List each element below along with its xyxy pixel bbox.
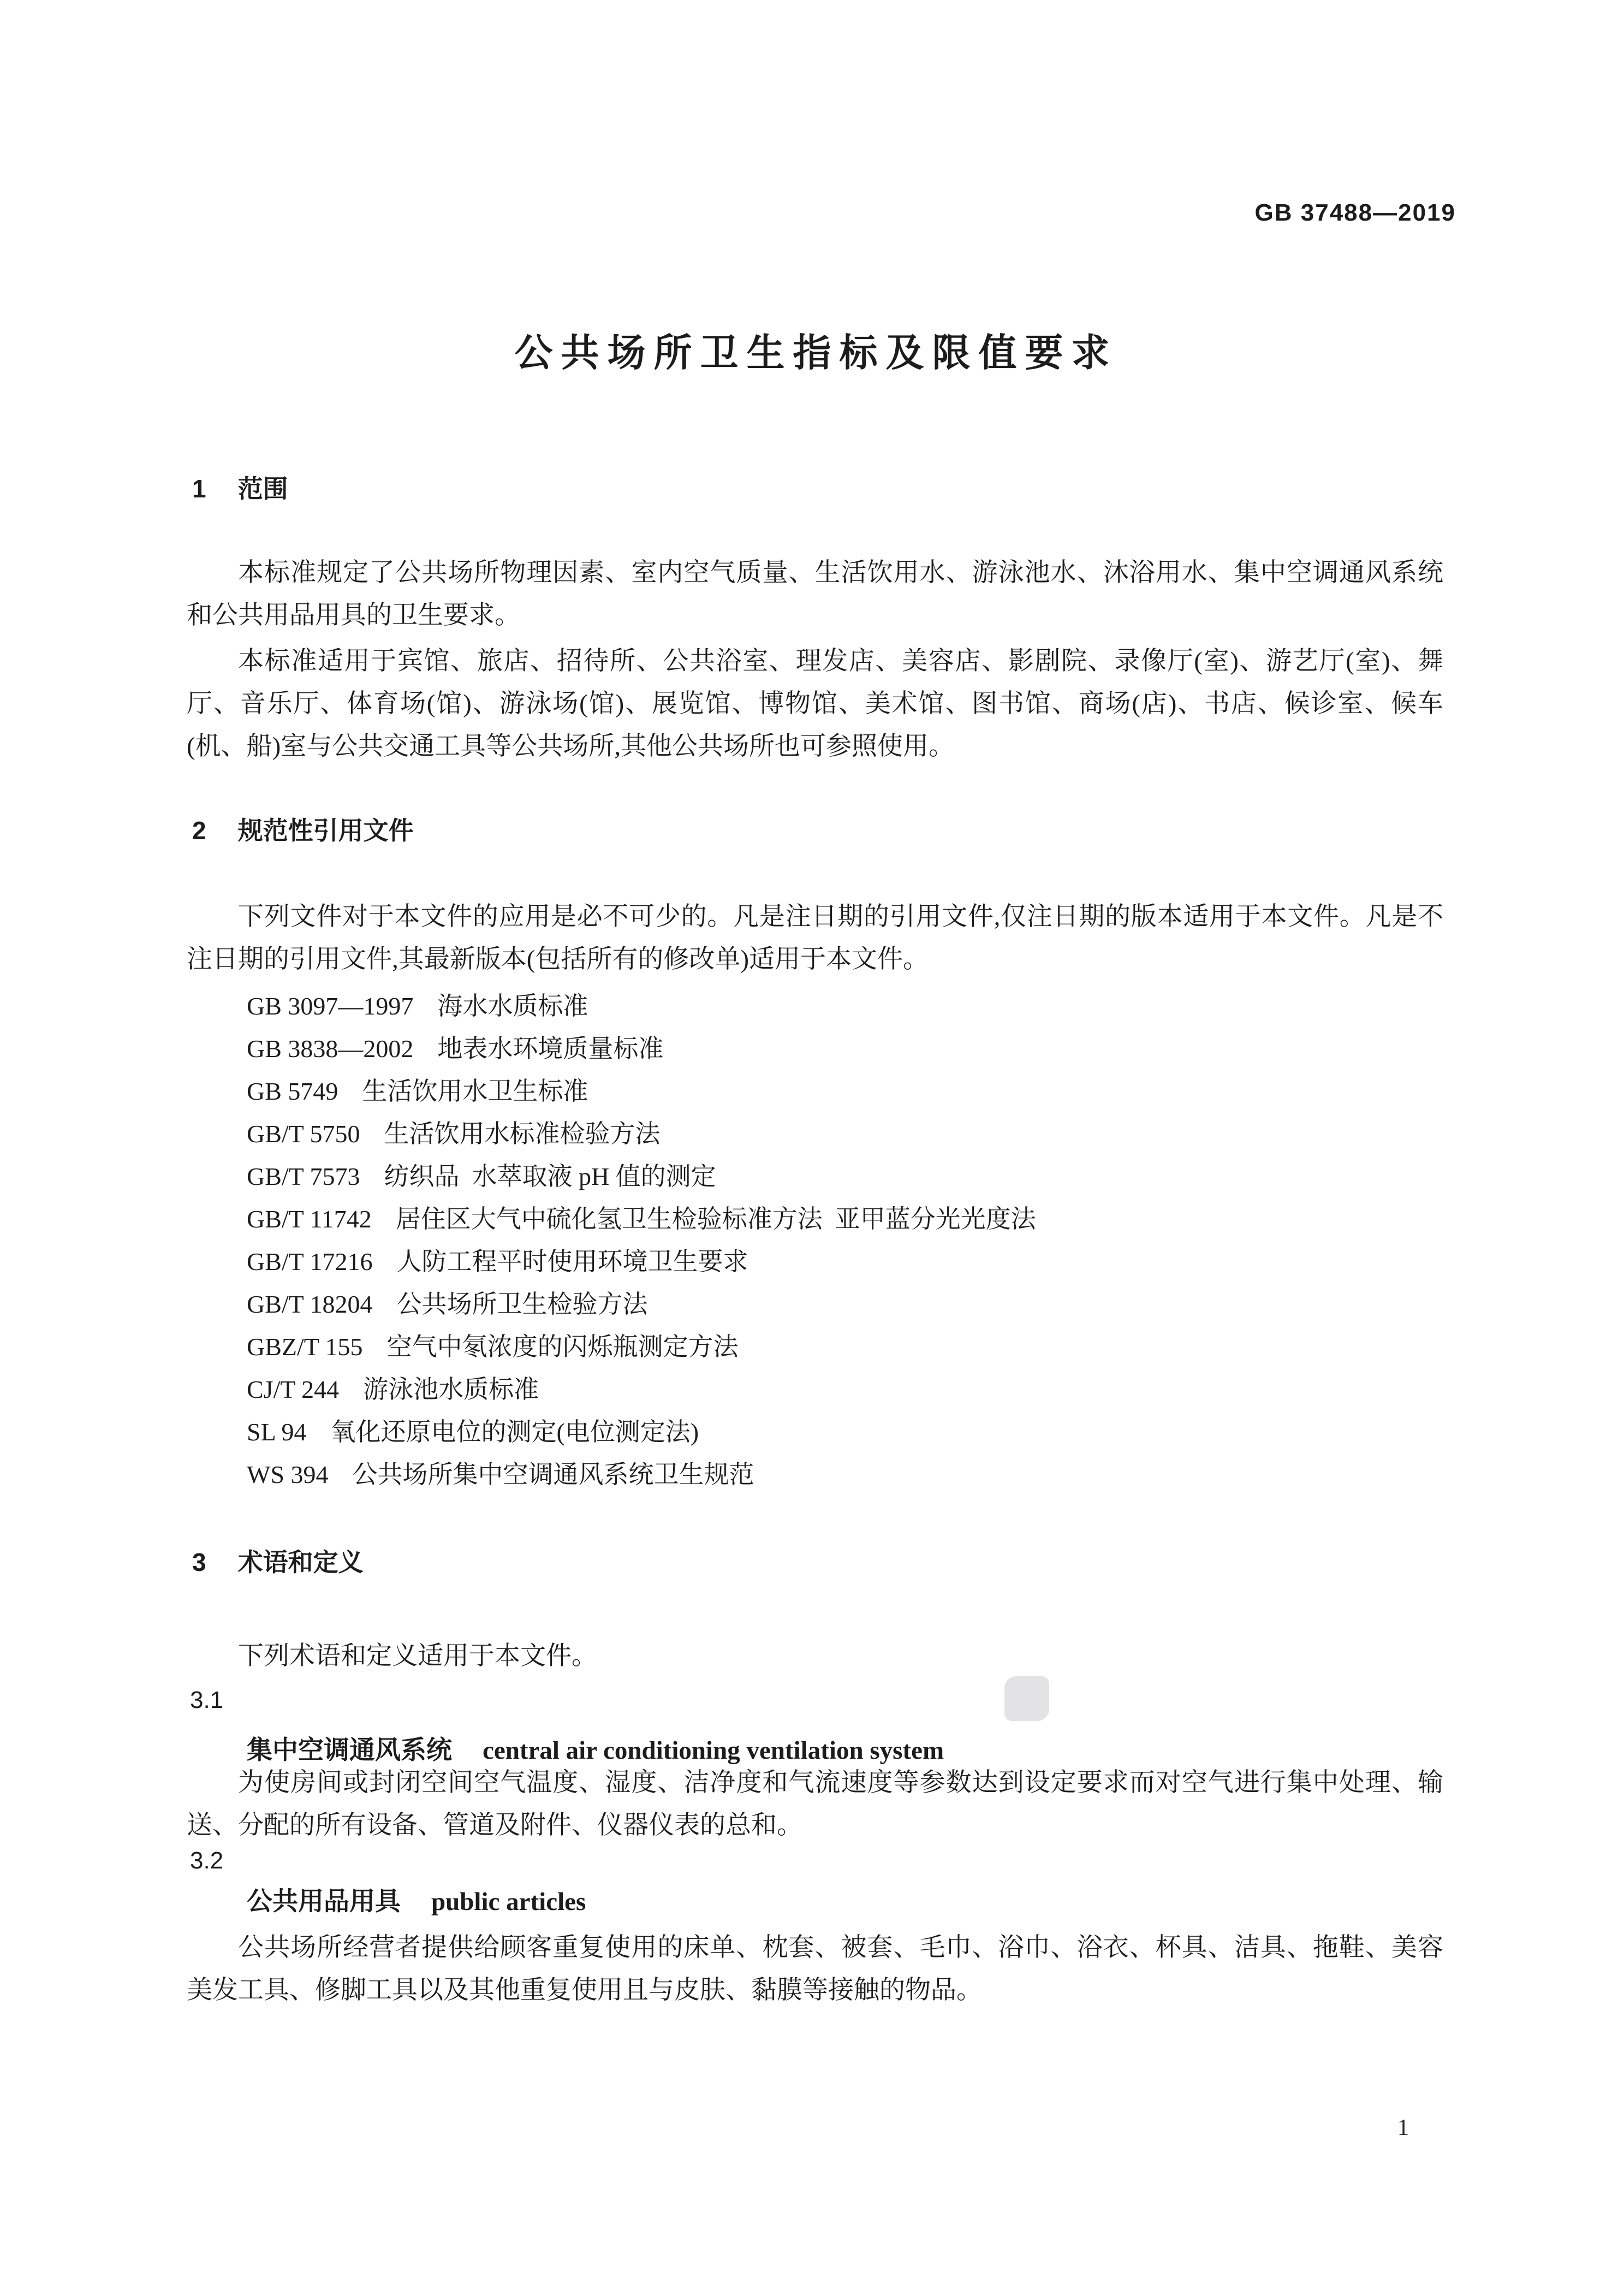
reference-title: 公共场所集中空调通风系统卫生规范 [352,1461,754,1488]
reference-code: WS 394 [247,1461,329,1488]
section-heading-terms [192,1549,364,1576]
definition-3-2: 公共场所经营者提供给顾客重复使用的床单、枕套、被套、毛巾、浴巾、浴衣、杯具、洁具、拖鞋、美容美发工具、修脚工具以及其他重复使用且与皮肤、黏膜等接触的物品。 [187,1933,1443,2004]
reference-item [247,1411,1448,1453]
reference-item [247,1198,1448,1241]
section-heading-scope [192,475,288,503]
reference-code: SL 94 [247,1418,307,1446]
reference-list [247,985,1448,1496]
reference-title: 纺织品 水萃取液 pH 值的测定 [384,1162,716,1190]
reference-item [247,1028,1448,1070]
section-number: 3 [192,1548,206,1576]
term-zh: 公共用品用具 [247,1886,401,1915]
paragraph-references-intro: 下列文件对于本文件的应用是必不可少的。凡是注日期的引用文件,仅注日期的版本适用于本文件。凡是不注日期的引用文件,其最新版本(包括所有的修改单)适用于本文件。 [187,903,1443,974]
page-number: 1 [1397,2115,1409,2140]
section-label: 规范性引用文件 [237,816,414,845]
term-en: central air conditioning ventilation system [483,1736,944,1765]
reference-title: 居住区大气中硫化氢卫生检验标准方法 亚甲蓝分光光度法 [395,1205,1036,1233]
term-zh: 集中空调通风系统 [247,1735,452,1764]
reference-item [247,1283,1448,1326]
reference-title: 游泳池水质标准 [363,1375,539,1403]
reference-title: 人防工程平时使用环境卫生要求 [396,1248,748,1275]
reference-title: 生活饮用水卫生标准 [362,1077,588,1105]
standard-number: GB 37488—2019 [1254,199,1456,226]
clause-number-3-2: 3.2 [190,1847,224,1874]
reference-code: GB 3097—1997 [247,992,414,1020]
reference-title: 生活饮用水标准检验方法 [384,1120,661,1148]
definition-3-1: 为使房间或封闭空间空气温度、湿度、洁净度和气流速度等参数达到设定要求而对空气进行集中处理、输送、分配的所有设备、管道及附件、仪器仪表的总和。 [187,1769,1443,1840]
reference-title: 地表水环境质量标准 [437,1035,664,1063]
reference-code: GB/T 11742 [247,1205,372,1233]
watermark-blob [1004,1676,1049,1721]
paragraph-scope-1: 本标准规定了公共场所物理因素、室内空气质量、生活饮用水、游泳池水、沐浴用水、集中空调通风系统和公共用品用具的卫生要求。 [187,559,1443,630]
reference-code: GBZ/T 155 [247,1333,363,1361]
reference-title: 海水水质标准 [437,992,588,1020]
reference-item [247,985,1448,1028]
reference-item [247,1155,1448,1198]
reference-item [247,1453,1448,1496]
paragraph-terms-intro: 下列术语和定义适用于本文件。 [238,1642,597,1670]
reference-code: CJ/T 244 [247,1375,340,1403]
paragraph-scope-2: 本标准适用于宾馆、旅店、招待所、公共浴室、理发店、美容店、影剧院、录像厅(室)、游艺厅(室)、舞厅、音乐厅、体育场(馆)、游泳场(馆)、展览馆、博物馆、美术馆、图书馆、商场(店)、书店、候诊室、候车(机、船)室与公共交通工具等公共场所,其他公共场所也可参照使用。 [187,647,1443,761]
reference-item [247,1241,1448,1283]
reference-title: 空气中氡浓度的闪烁瓶测定方法 [386,1333,739,1361]
reference-code: GB 5749 [247,1077,338,1105]
document-title: 公共场所卫生指标及限值要求 [514,331,1118,374]
reference-title: 公共场所卫生检验方法 [396,1290,648,1318]
section-label: 范围 [237,474,288,503]
term-line-3-2 [247,1886,586,1917]
reference-item [247,1326,1448,1368]
reference-code: GB/T 7573 [247,1162,360,1190]
term-line-3-1 [247,1735,944,1765]
reference-item [247,1113,1448,1155]
section-number: 1 [192,474,206,503]
section-number: 2 [192,816,206,845]
reference-code: GB/T 5750 [247,1120,360,1148]
section-label: 术语和定义 [237,1548,364,1576]
reference-item [247,1368,1448,1411]
reference-code: GB/T 18204 [247,1290,373,1318]
term-en: public articles [431,1888,586,1916]
section-heading-normative-references [192,817,414,845]
reference-code: GB 3838—2002 [247,1035,414,1063]
reference-title: 氧化还原电位的测定(电位测定法) [330,1418,699,1446]
reference-item [247,1070,1448,1113]
clause-number-3-1: 3.1 [190,1687,224,1713]
reference-code: GB/T 17216 [247,1248,373,1275]
